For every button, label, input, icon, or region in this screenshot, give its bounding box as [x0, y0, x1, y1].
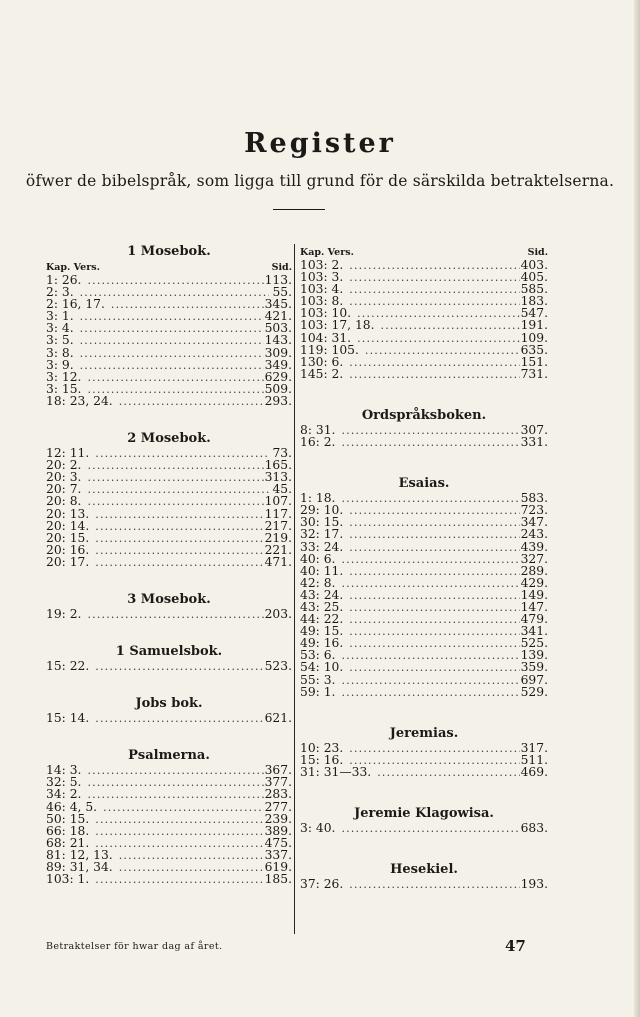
leader-dots [349, 504, 519, 516]
book-heading: 1 Samuelsbok. [115, 644, 223, 660]
leader-dots [349, 754, 519, 766]
entry-reference: 15: 14. [46, 711, 90, 726]
leader-dots [95, 508, 263, 520]
leader-dots [341, 649, 519, 661]
entry-page: 113. [264, 273, 292, 287]
leader-dots [119, 395, 264, 407]
entry-page: 243. [520, 527, 548, 542]
entry-page: 629. [264, 369, 292, 384]
entry-reference: 66: 18. [46, 823, 90, 838]
leader-dots [349, 613, 519, 625]
entry-reference: 68: 21. [46, 835, 90, 850]
index-entry [46, 274, 292, 286]
entry-page: 585. [520, 282, 548, 297]
book-heading: Jobs bok. [135, 696, 203, 712]
entry-reference: 31: 31—33. [300, 764, 372, 779]
entry-page: 277. [264, 799, 292, 814]
index-entry [46, 298, 292, 310]
entry-reference: 1: 26. [46, 273, 82, 287]
leader-dots [87, 383, 263, 395]
entry-reference: 50: 15. [46, 811, 90, 826]
leader-dots [80, 322, 264, 334]
entry-page: 147. [520, 599, 548, 614]
entry-page: 341. [520, 624, 548, 639]
entry-reference: 37: 26. [300, 877, 344, 892]
index-entry [300, 565, 548, 577]
index-entry [46, 712, 292, 724]
index-entry [300, 742, 548, 754]
leader-dots [87, 776, 263, 788]
leader-dots [349, 661, 519, 673]
entry-page: 509. [264, 381, 292, 396]
entry-page: 203. [264, 606, 292, 621]
leader-dots [349, 637, 519, 649]
entry-reference: 30: 15. [300, 515, 344, 530]
entry-reference: 3: 5. [46, 333, 74, 348]
entry-page: 221. [264, 542, 292, 557]
entry-reference: 40: 11. [300, 563, 344, 578]
index-entry [46, 532, 292, 544]
index-entry [46, 813, 292, 825]
entry-reference: 3: 40. [300, 821, 336, 835]
entry-reference: 103: 4. [300, 282, 344, 297]
entry-reference: 19: 2. [46, 606, 82, 621]
leader-dots [87, 371, 263, 383]
entry-reference: 32: 5. [46, 775, 82, 790]
entry-page: 327. [520, 551, 548, 566]
entry-reference: 20: 13. [46, 506, 90, 521]
entry-reference: 12: 11. [46, 446, 90, 461]
page-number: 47 [505, 937, 526, 955]
entry-page: 547. [520, 306, 548, 321]
index-entry [46, 608, 292, 620]
entry-page: 107. [264, 494, 292, 509]
leader-dots [80, 334, 264, 346]
book-heading: Esaias. [398, 476, 450, 492]
entry-reference: 20: 2. [46, 458, 82, 473]
entry-page: 165. [264, 458, 292, 473]
entry-page: 529. [520, 684, 548, 699]
entry-page: 309. [264, 345, 292, 360]
section-gap [46, 672, 292, 696]
entry-reference: 54: 10. [300, 660, 344, 675]
entry-page: 345. [264, 297, 292, 312]
entry-reference: 3: 4. [46, 321, 74, 336]
entry-reference: 103: 2. [300, 258, 344, 272]
leader-dots [95, 873, 263, 885]
entry-reference: 104: 31. [300, 330, 352, 345]
leader-dots [349, 283, 519, 295]
index-entry [46, 395, 292, 407]
title-rule [273, 209, 325, 210]
index-entry [300, 528, 548, 540]
index-entry [300, 344, 548, 356]
entry-page: 239. [264, 811, 292, 826]
leader-dots [349, 625, 519, 637]
index-entry [300, 878, 548, 890]
leader-dots [349, 271, 519, 283]
index-entry [300, 436, 548, 448]
entry-page: 347. [520, 515, 548, 530]
entry-reference: 89: 31, 34. [46, 860, 113, 874]
index-column-left [46, 244, 292, 885]
entry-page: 185. [264, 872, 292, 887]
entry-page: 621. [264, 711, 292, 726]
leader-dots [349, 295, 519, 307]
leader-dots [349, 356, 519, 368]
leader-dots [341, 553, 519, 565]
entry-reference: 20: 17. [46, 554, 90, 569]
entry-reference: 8: 31. [300, 422, 336, 437]
entry-page: 307. [520, 422, 548, 437]
leader-dots [349, 565, 519, 577]
entry-page: 183. [520, 294, 548, 309]
page-title: Register [244, 128, 396, 159]
section-gap [300, 380, 548, 408]
entry-page: 349. [264, 357, 292, 372]
book-heading: 3 Mosebok. [127, 591, 211, 607]
leader-dots [341, 492, 519, 504]
index-entry [46, 495, 292, 507]
entry-reference: 3: 15. [46, 381, 82, 396]
entry-page: 421. [264, 309, 292, 324]
leader-dots [87, 764, 263, 776]
entry-reference: 119: 105. [300, 342, 359, 357]
index-entry [46, 764, 292, 776]
leader-dots [87, 608, 263, 620]
index-entry [46, 788, 292, 800]
index-entry [46, 447, 292, 459]
entry-reference: 55: 3. [300, 672, 336, 687]
leader-dots [349, 878, 519, 890]
entry-page: 475. [264, 835, 292, 850]
index-entry [46, 508, 292, 520]
section-gap [300, 834, 548, 862]
entry-page: 469. [520, 764, 548, 779]
entry-reference: 14: 3. [46, 763, 82, 778]
entry-page: 331. [520, 435, 548, 450]
entry-reference: 20: 14. [46, 518, 90, 533]
book-heading: 2 Mosebok. [127, 431, 211, 447]
leader-dots [95, 712, 263, 724]
leader-dots [381, 319, 520, 331]
entry-page: 723. [520, 503, 548, 518]
index-entry [300, 424, 548, 436]
entry-page: 479. [520, 612, 548, 627]
entry-page: 367. [264, 763, 292, 778]
entry-page: 359. [520, 660, 548, 675]
leader-dots [80, 286, 269, 298]
leader-dots [80, 359, 264, 371]
leader-dots [87, 274, 263, 286]
entry-reference: 59: 1. [300, 684, 336, 699]
entry-page: 139. [520, 648, 548, 663]
section-gap [46, 724, 292, 748]
index-entry [300, 661, 548, 673]
leader-dots [341, 577, 519, 589]
book-heading: Jeremie Klagowisa. [354, 806, 494, 821]
index-entry [46, 825, 292, 837]
entry-page: 429. [520, 575, 548, 590]
entry-reference: 81: 12, 13. [46, 847, 113, 862]
entry-reference: 20: 7. [46, 482, 82, 497]
entry-page: 471. [264, 554, 292, 569]
leader-dots [349, 259, 519, 271]
leader-dots [357, 332, 520, 344]
entry-reference: 20: 16. [46, 542, 90, 557]
entry-page: 55. [272, 285, 292, 300]
entry-page: 337. [264, 847, 292, 862]
entry-page: 697. [520, 672, 548, 687]
leader-dots [349, 528, 519, 540]
entry-page: 149. [520, 587, 548, 602]
entry-page: 151. [520, 354, 548, 369]
leader-dots [119, 849, 264, 861]
column-header-ref: Kap. Vers. [300, 247, 354, 258]
leader-dots [349, 601, 519, 613]
entry-page: 619. [264, 860, 292, 874]
entry-reference: 46: 4, 5. [46, 799, 98, 814]
index-entry [46, 873, 292, 885]
entry-reference: 3: 1. [46, 309, 74, 324]
index-entry [300, 637, 548, 649]
entry-page: 219. [264, 530, 292, 545]
entry-page: 389. [264, 823, 292, 838]
entry-reference: 2: 3. [46, 285, 74, 300]
leader-dots [95, 447, 269, 459]
leader-dots [357, 307, 520, 319]
column-header-ref: Kap. Vers. [46, 262, 100, 273]
index-entry [46, 359, 292, 371]
leader-dots [103, 801, 264, 813]
entry-page: 293. [264, 393, 292, 408]
book-heading: Psalmerna. [128, 748, 210, 764]
entry-reference: 16: 2. [300, 435, 336, 450]
entry-reference: 130: 6. [300, 354, 344, 369]
leader-dots [377, 766, 519, 778]
entry-reference: 103: 17, 18. [300, 318, 375, 333]
leader-dots [95, 813, 263, 825]
entry-reference: 20: 15. [46, 530, 90, 545]
leader-dots [80, 347, 264, 359]
entry-page: 191. [520, 318, 548, 333]
index-entry [46, 801, 292, 813]
running-footer: Betraktelser för hwar dag af året. [46, 941, 223, 952]
section-gap [46, 568, 292, 592]
entry-page: 193. [520, 877, 548, 892]
entry-reference: 15: 22. [46, 659, 90, 674]
section-gap [300, 778, 548, 806]
entry-reference: 34: 2. [46, 787, 82, 802]
entry-reference: 43: 25. [300, 599, 344, 614]
entry-page: 143. [264, 333, 292, 348]
leader-dots [349, 368, 519, 380]
index-column-right [300, 245, 548, 890]
leader-dots [95, 544, 263, 556]
index-entry [46, 776, 292, 788]
leader-dots [341, 686, 519, 698]
entry-page: 45. [272, 482, 292, 497]
leader-dots [365, 344, 520, 356]
leader-dots [87, 788, 263, 800]
index-entry [46, 371, 292, 383]
entry-page: 109. [520, 330, 548, 345]
index-entry [46, 520, 292, 532]
index-entry [46, 660, 292, 672]
index-entry [46, 322, 292, 334]
book-heading: Jeremias. [389, 725, 459, 741]
entry-page: 313. [264, 470, 292, 485]
leader-dots [95, 660, 263, 672]
section-gap [46, 620, 292, 644]
entry-reference: 49: 15. [300, 624, 344, 639]
entry-reference: 18: 23, 24. [46, 393, 113, 408]
entry-reference: 103: 8. [300, 294, 344, 309]
entry-page: 283. [264, 787, 292, 802]
entry-reference: 103: 1. [46, 872, 90, 887]
index-entry [46, 471, 292, 483]
entry-reference: 53: 6. [300, 648, 336, 663]
index-entry [300, 541, 548, 553]
entry-page: 511. [520, 752, 548, 767]
section-gap [46, 407, 292, 431]
entry-page: 317. [520, 740, 548, 755]
entry-reference: 15: 16. [300, 752, 344, 767]
entry-reference: 33: 24. [300, 539, 344, 554]
index-entry [300, 822, 548, 834]
leader-dots [349, 589, 519, 601]
index-entry [300, 319, 548, 331]
leader-dots [341, 424, 519, 436]
entry-page: 405. [520, 270, 548, 285]
entry-page: 73. [272, 446, 292, 461]
column-header-page: Sid. [271, 262, 292, 273]
entry-reference: 49: 16. [300, 636, 344, 651]
entry-page: 117. [264, 506, 292, 521]
leader-dots [87, 495, 263, 507]
entry-reference: 44: 22. [300, 612, 344, 627]
entry-reference: 43: 24. [300, 587, 344, 602]
leader-dots [349, 541, 519, 553]
leader-dots [87, 459, 263, 471]
column-header-page: Sid. [527, 247, 548, 258]
leader-dots [87, 471, 263, 483]
book-heading: Ordspråksboken. [361, 407, 487, 423]
leader-dots [80, 310, 264, 322]
page-subtitle: öfwer de bibelspråk, som ligga till grund för de särskilda betraktelserna. [25, 172, 615, 190]
entry-reference: 42: 8. [300, 575, 336, 590]
entry-page: 503. [264, 321, 292, 336]
entry-reference: 3: 9. [46, 357, 74, 372]
book-heading: 1 Mosebok. [127, 244, 211, 259]
entry-page: 403. [520, 258, 548, 272]
leader-dots [341, 822, 519, 834]
entry-page: 377. [264, 775, 292, 790]
entry-reference: 1: 18. [300, 491, 336, 506]
entry-page: 635. [520, 342, 548, 357]
leader-dots [95, 825, 263, 837]
column-header [46, 262, 292, 274]
entry-page: 731. [520, 366, 548, 381]
index-entry [300, 553, 548, 565]
section-gap [300, 448, 548, 476]
index-entry [46, 483, 292, 495]
leader-dots [349, 742, 519, 754]
leader-dots [111, 298, 264, 310]
section-gap [300, 698, 548, 726]
index-entry [300, 674, 548, 686]
index-entry [46, 556, 292, 568]
leader-dots [119, 861, 264, 873]
entry-reference: 20: 3. [46, 470, 82, 485]
entry-page: 439. [520, 539, 548, 554]
index-entry [300, 332, 548, 344]
entry-page: 583. [520, 491, 548, 506]
entry-reference: 20: 8. [46, 494, 82, 509]
entry-page: 525. [520, 636, 548, 651]
leader-dots [95, 532, 263, 544]
entry-reference: 29: 10. [300, 503, 344, 518]
index-entry [46, 310, 292, 322]
entry-reference: 3: 12. [46, 369, 82, 384]
entry-page: 683. [520, 821, 548, 835]
index-entry [46, 347, 292, 359]
entry-reference: 145: 2. [300, 366, 344, 381]
entry-reference: 103: 3. [300, 270, 344, 285]
entry-page: 523. [264, 659, 292, 674]
leader-dots [87, 483, 269, 495]
leader-dots [341, 674, 519, 686]
entry-page: 217. [264, 518, 292, 533]
entry-reference: 32: 17. [300, 527, 344, 542]
book-heading: Hesekiel. [390, 862, 458, 878]
entry-reference: 3: 8. [46, 345, 74, 360]
leader-dots [341, 436, 519, 448]
leader-dots [349, 516, 519, 528]
entry-reference: 40: 6. [300, 551, 336, 566]
leader-dots [95, 837, 263, 849]
entry-reference: 2: 16, 17. [46, 297, 105, 312]
leader-dots [95, 520, 263, 532]
entry-reference: 10: 23. [300, 740, 344, 755]
index-entry [300, 766, 548, 778]
index-entry [300, 368, 548, 380]
leader-dots [95, 556, 263, 568]
entry-page: 289. [520, 563, 548, 578]
column-divider [294, 244, 295, 934]
index-entry [300, 686, 548, 698]
index-entry [46, 334, 292, 346]
index-entry [46, 459, 292, 471]
entry-reference: 103: 10. [300, 306, 352, 321]
